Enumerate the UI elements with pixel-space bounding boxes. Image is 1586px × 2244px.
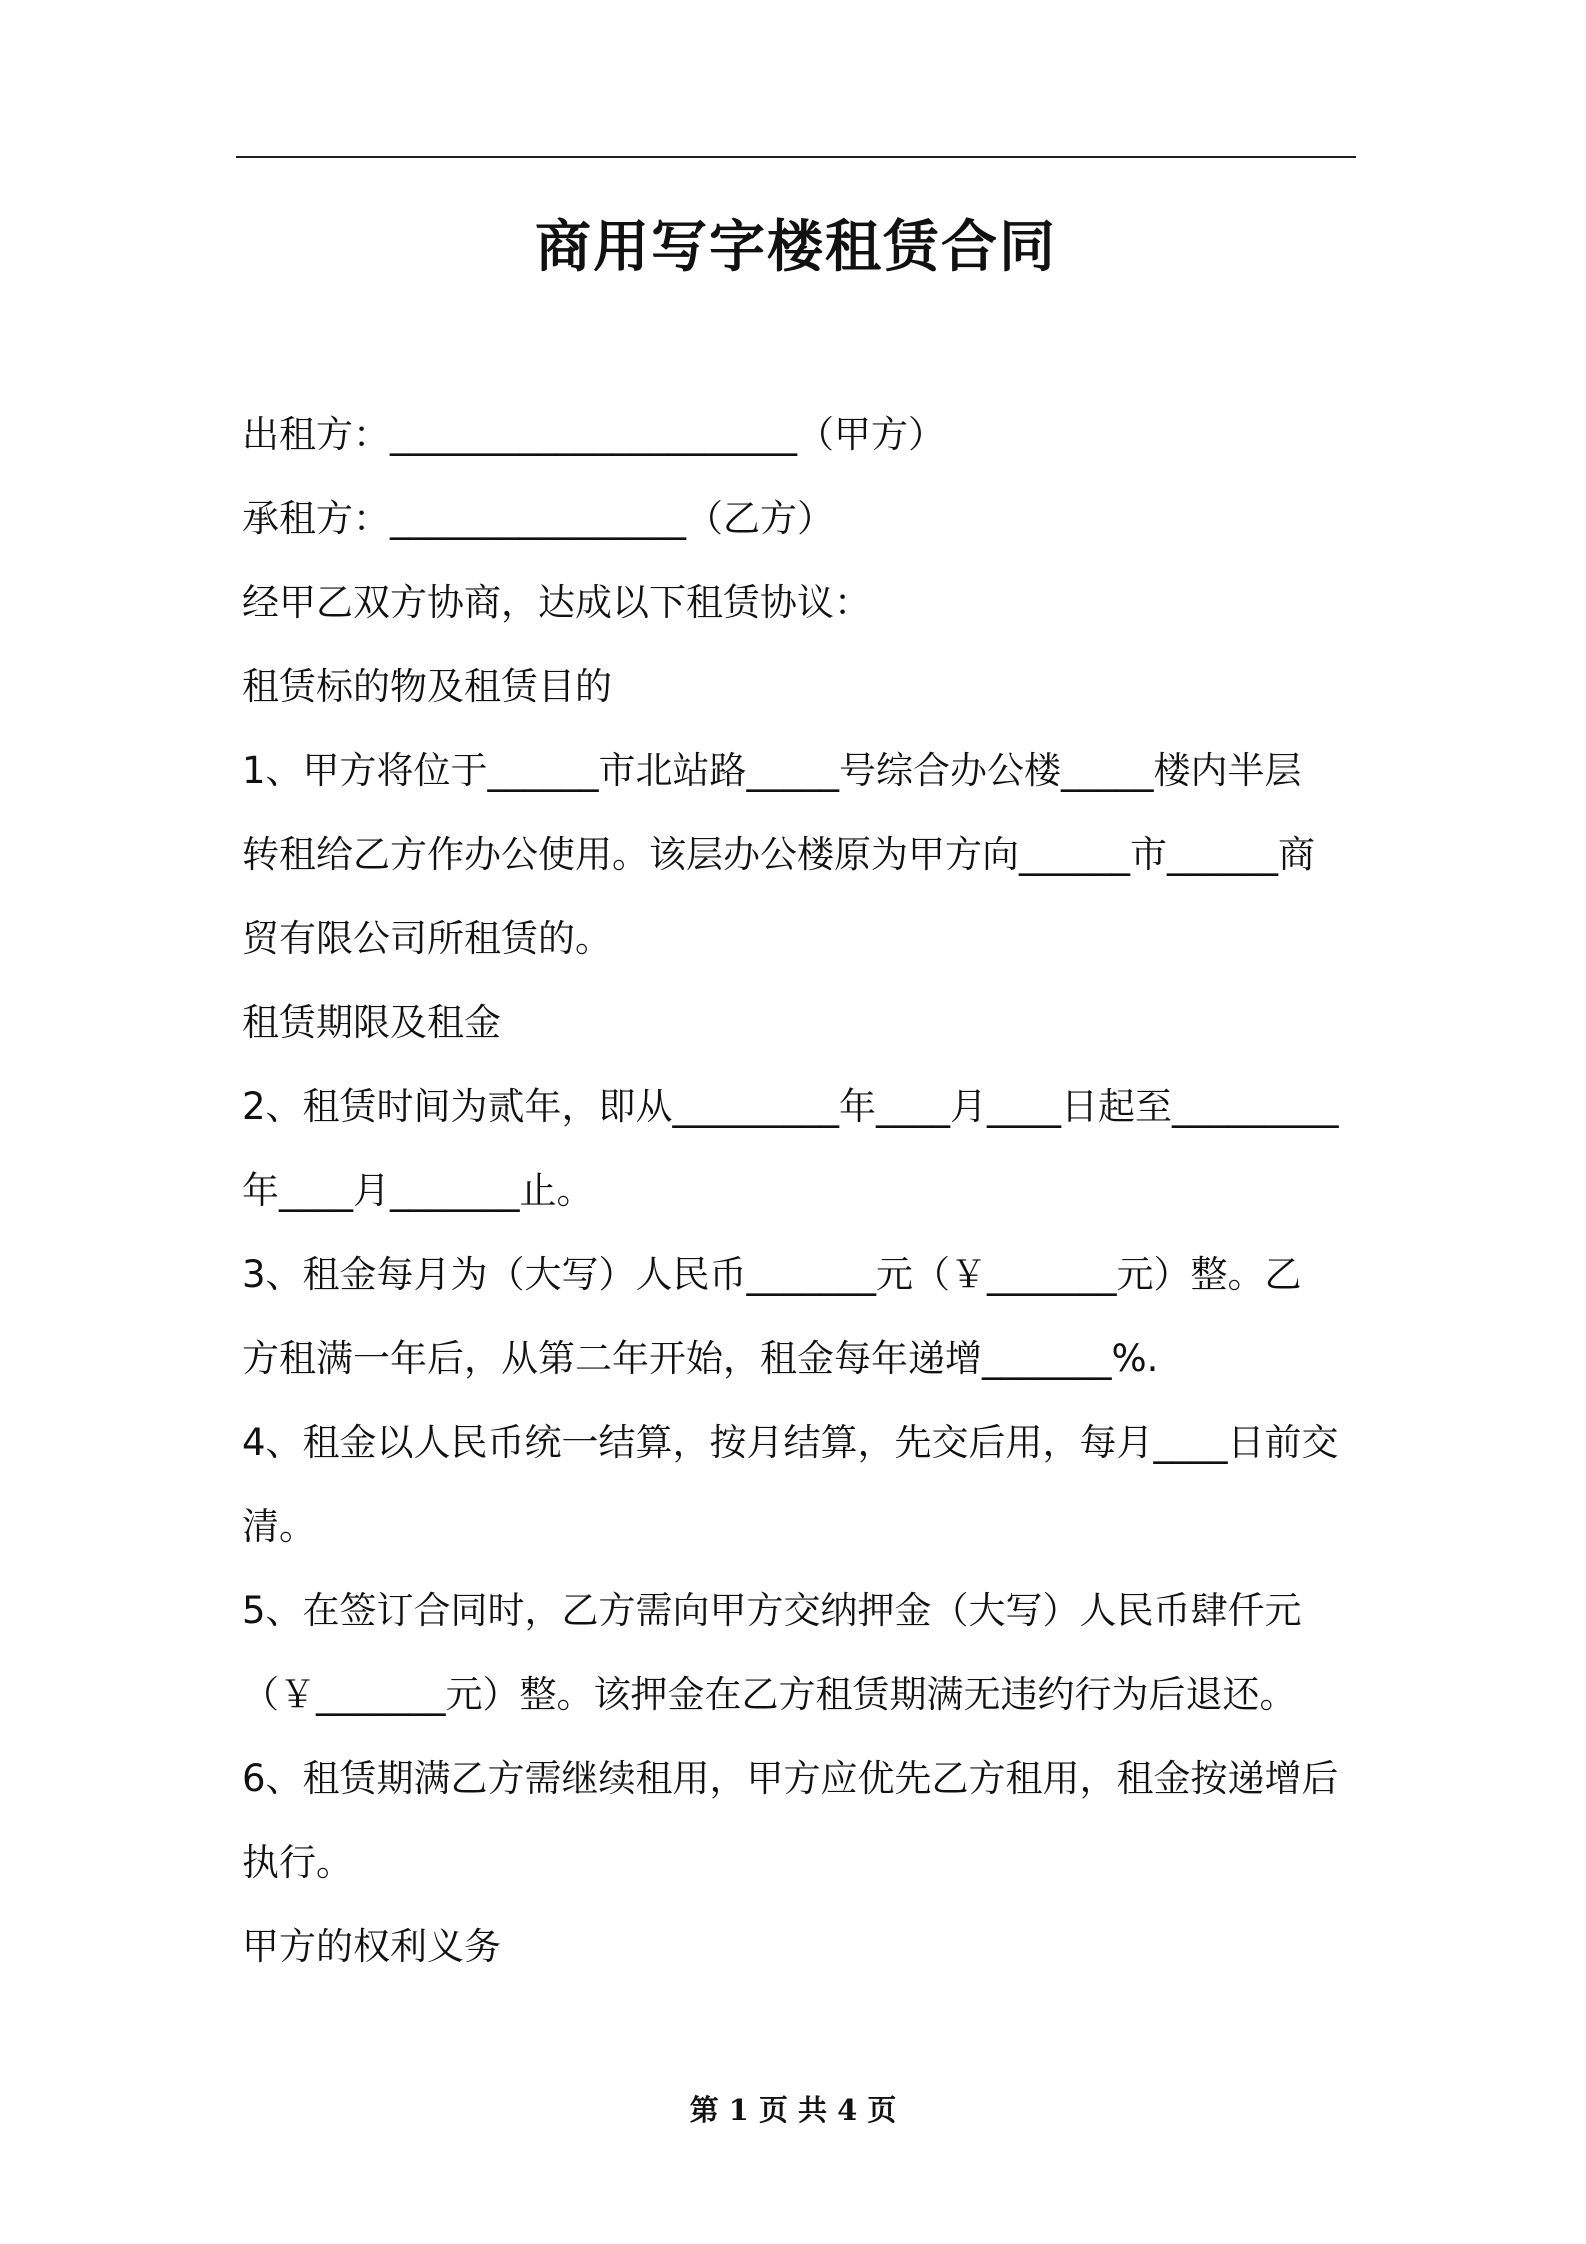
clause-4-line-1: 4、租金以人民币统一结算，按月结算，先交后用，每月____日前交 [242,1421,1339,1464]
header-rule [236,156,1356,158]
lessee-line: 承租方：________________（乙方） [242,497,834,540]
clause-6-line-2: 执行。 [242,1841,353,1884]
clause-2-line-2: 年____月_______止。 [242,1169,594,1212]
clause-3-line-2: 方租满一年后，从第二年开始，租金每年递增_______%. [242,1337,1159,1380]
clause-1-line-1: 1、甲方将位于______市北站路_____号综合办公楼_____楼内半层 [242,749,1302,792]
clause-6-line-1: 6、租赁期满乙方需继续租用，甲方应优先乙方租用，租金按递增后 [242,1757,1339,1800]
clause-5-line-1: 5、在签订合同时，乙方需向甲方交纳押金（大写）人民币肆仟元 [242,1589,1302,1632]
section-heading-term: 租赁期限及租金 [242,1001,501,1044]
document-title: 商用写字楼租赁合同 [535,215,1057,280]
clause-1-line-3: 贸有限公司所租赁的。 [242,917,612,960]
clause-2-line-1: 2、租赁时间为贰年，即从_________年____月____日起至_________ [242,1085,1339,1128]
section-heading-lessor-rights: 甲方的权利义务 [242,1925,501,1968]
agreement-intro: 经甲乙双方协商，达成以下租赁协议： [242,581,871,624]
clause-3-line-1: 3、租金每月为（大写）人民币_______元（￥_______元）整。乙 [242,1253,1302,1296]
page-number: 第 1 页 共 4 页 [689,2093,897,2127]
clause-5-line-2: （￥_______元）整。该押金在乙方租赁期满无违约行为后退还。 [242,1673,1297,1716]
clause-4-line-2: 清。 [242,1505,316,1548]
lessor-line: 出租方：______________________（甲方） [242,413,945,456]
section-heading-subject: 租赁标的物及租赁目的 [242,665,612,708]
clause-1-line-2: 转租给乙方作办公使用。该层办公楼原为甲方向______市______商 [242,833,1315,876]
